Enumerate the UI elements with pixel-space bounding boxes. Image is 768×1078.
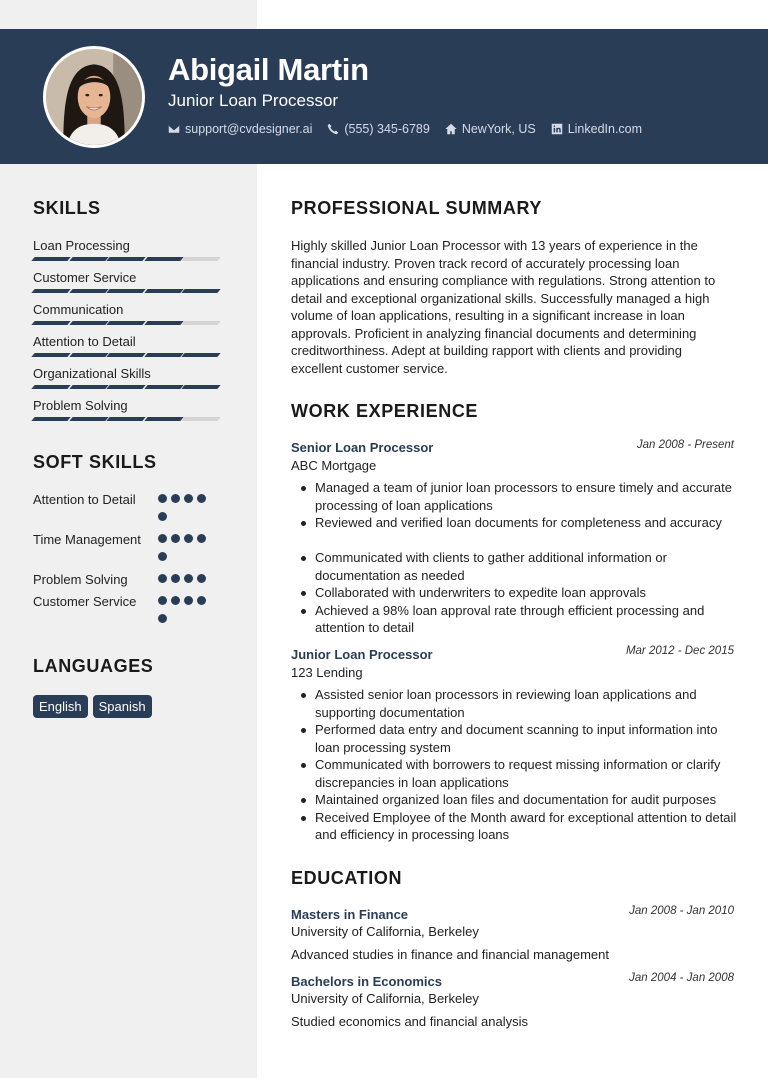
skill-segment-filled (69, 321, 108, 325)
soft-skill-name: Problem Solving (33, 572, 128, 587)
skill-name: Organizational Skills (33, 366, 151, 381)
skill-segment-filled (107, 417, 146, 421)
contact-linkedin-text: LinkedIn.com (567, 122, 643, 136)
job-1-bullets (315, 479, 740, 637)
skill-segment-filled (31, 289, 70, 293)
skill-item (33, 334, 223, 357)
skill-segment-filled (69, 353, 108, 357)
education-2-school: University of California, Berkeley (291, 991, 479, 1006)
rating-dot (197, 494, 206, 503)
skill-name: Customer Service (33, 270, 137, 285)
skill-level-bar (33, 353, 223, 357)
summary-heading: PROFESSIONAL SUMMARY (291, 198, 543, 218)
education-2-degree: Bachelors in Economics (291, 974, 442, 989)
job-2-title: Junior Loan Processor (291, 647, 433, 662)
skill-segment-filled (144, 321, 183, 325)
skill-segment-filled (144, 289, 183, 293)
rating-dot (184, 596, 193, 605)
list-item: Assisted senior loan processors in reviewing loan applications and supporting documentation (315, 686, 740, 721)
rating-dot (171, 494, 180, 503)
skill-segment-filled (144, 385, 183, 389)
soft-skill-name: Attention to Detail (33, 492, 136, 507)
skill-segment-filled (182, 353, 221, 357)
rating-dot (171, 596, 180, 605)
skill-segment-filled (107, 385, 146, 389)
skill-segment-filled (69, 385, 108, 389)
language-badge: Spanish (93, 695, 152, 718)
rating-dot (197, 574, 206, 583)
list-item: Achieved a 98% loan approval rate through efficient processing and attention to detail (315, 602, 740, 637)
contact-phone[interactable] (327, 122, 429, 136)
skills-heading: SKILLS (33, 198, 101, 218)
list-item: Communicated with clients to gather additional information or documentation as needed (315, 549, 740, 584)
job-1-dates: Jan 2008 - Present (636, 439, 734, 451)
skill-segment-empty (182, 321, 221, 325)
rating-dot (158, 614, 167, 623)
skill-segment-filled (144, 353, 183, 357)
skill-item (33, 238, 223, 261)
home-icon (445, 123, 457, 135)
skill-segment-filled (31, 417, 70, 421)
rating-dot (158, 574, 167, 583)
skill-level-bar (33, 257, 223, 261)
job-2-company: 123 Lending (291, 665, 363, 680)
avatar (43, 46, 145, 148)
rating-dot (171, 534, 180, 543)
soft-skill-dots (158, 574, 218, 592)
skill-segment-filled (31, 257, 70, 261)
skill-segment-filled (69, 289, 108, 293)
rating-dot (158, 494, 167, 503)
skill-segment-filled (107, 321, 146, 325)
rating-dot (197, 596, 206, 605)
list-item: Performed data entry and document scanning to input information into loan processing system (315, 721, 740, 756)
list-item: Received Employee of the Month award for exceptional attention to detail and efficiency in processing loans (315, 809, 740, 844)
skill-name: Loan Processing (33, 238, 130, 253)
skill-item (33, 302, 223, 325)
envelope-icon (168, 123, 180, 135)
education-1-dates: Jan 2008 - Jan 2010 (629, 905, 734, 917)
list-item: Reviewed and verified loan documents for completeness and accuracy (315, 514, 740, 532)
rating-dot (197, 534, 206, 543)
skill-segment-filled (31, 385, 70, 389)
skill-segment-filled (69, 417, 108, 421)
skill-level-bar (33, 417, 223, 421)
skill-item (33, 398, 223, 421)
experience-heading: WORK EXPERIENCE (291, 401, 479, 421)
skill-item (33, 366, 223, 389)
skill-name: Attention to Detail (33, 334, 136, 349)
soft-skill-dots (158, 534, 218, 569)
soft-skill-dots (158, 596, 218, 631)
education-heading: EDUCATION (291, 868, 403, 888)
list-item: Managed a team of junior loan processors to ensure timely and accurate processing of loan applications (315, 479, 740, 514)
skill-segment-filled (144, 257, 183, 261)
contact-email[interactable] (168, 122, 312, 136)
contact-location-text: NewYork, US (461, 122, 536, 136)
soft-skills-heading: SOFT SKILLS (33, 452, 157, 472)
soft-skill-name: Customer Service (33, 594, 137, 609)
skill-segment-filled (31, 321, 70, 325)
phone-icon (327, 123, 339, 135)
contact-phone-text: (555) 345-6789 (344, 122, 430, 136)
rating-dot (171, 574, 180, 583)
skill-item (33, 270, 223, 293)
contact-list (168, 122, 657, 136)
contact-email-text: support@cvdesigner.ai (185, 122, 313, 136)
skill-segment-filled (31, 353, 70, 357)
rating-dot (184, 534, 193, 543)
summary-text: Highly skilled Junior Loan Processor with 13 years of experience in the financial industry. Proven track record of accurately processing loan applications and ensuring compliance with regulations. Strong attention to detail and exceptional organizational skills. Successfully managed a high volume of loan applications, resulting in a significant increase in loan approvals. Proficient in analyzing financial documents and determining creditworthiness. Adept at building rapport with clients and providing excellent customer service. (291, 238, 716, 376)
job-1-company: ABC Mortgage (291, 458, 377, 473)
skill-segment-filled (182, 289, 221, 293)
list-item: Collaborated with underwriters to expedite loan approvals (315, 584, 740, 602)
skill-segment-filled (107, 257, 146, 261)
rating-dot (158, 512, 167, 521)
rating-dot (158, 534, 167, 543)
profile-photo (46, 49, 142, 145)
rating-dot (184, 574, 193, 583)
candidate-name: Abigail Martin (168, 52, 369, 87)
linkedin-icon (551, 123, 563, 135)
list-item: Communicated with borrowers to request missing information or clarify discrepancies in loan applications (315, 756, 740, 791)
education-2-description: Studied economics and financial analysis (291, 1014, 529, 1029)
skill-segment-filled (107, 353, 146, 357)
education-1-degree: Masters in Finance (291, 907, 409, 922)
skill-level-bar (33, 289, 223, 293)
language-list (33, 695, 157, 718)
skill-segment-filled (69, 257, 108, 261)
job-2-dates: Mar 2012 - Dec 2015 (625, 645, 734, 657)
skill-segment-empty (182, 257, 221, 261)
languages-heading: LANGUAGES (33, 656, 154, 676)
job-title: Junior Loan Processor (168, 91, 339, 110)
skill-segment-empty (182, 417, 221, 421)
skill-name: Communication (33, 302, 124, 317)
rating-dot (158, 596, 167, 605)
soft-skill-dots (158, 494, 218, 529)
language-badge: English (33, 695, 88, 718)
education-1-school: University of California, Berkeley (291, 924, 479, 939)
education-2-dates: Jan 2004 - Jan 2008 (629, 972, 734, 984)
rating-dot (158, 552, 167, 561)
skill-segment-filled (107, 289, 146, 293)
job-1-title: Senior Loan Processor (291, 440, 434, 455)
skill-name: Problem Solving (33, 398, 128, 413)
skill-level-bar (33, 321, 223, 325)
contact-location (445, 122, 536, 136)
education-1-description: Advanced studies in finance and financial management (291, 947, 609, 962)
skill-level-bar (33, 385, 223, 389)
skill-segment-filled (144, 417, 183, 421)
rating-dot (184, 494, 193, 503)
soft-skill-name: Time Management (33, 532, 141, 547)
skill-segment-filled (182, 385, 221, 389)
list-item: Maintained organized loan files and documentation for audit purposes (315, 791, 740, 809)
contact-linkedin[interactable] (551, 122, 642, 136)
job-2-bullets (315, 686, 740, 844)
